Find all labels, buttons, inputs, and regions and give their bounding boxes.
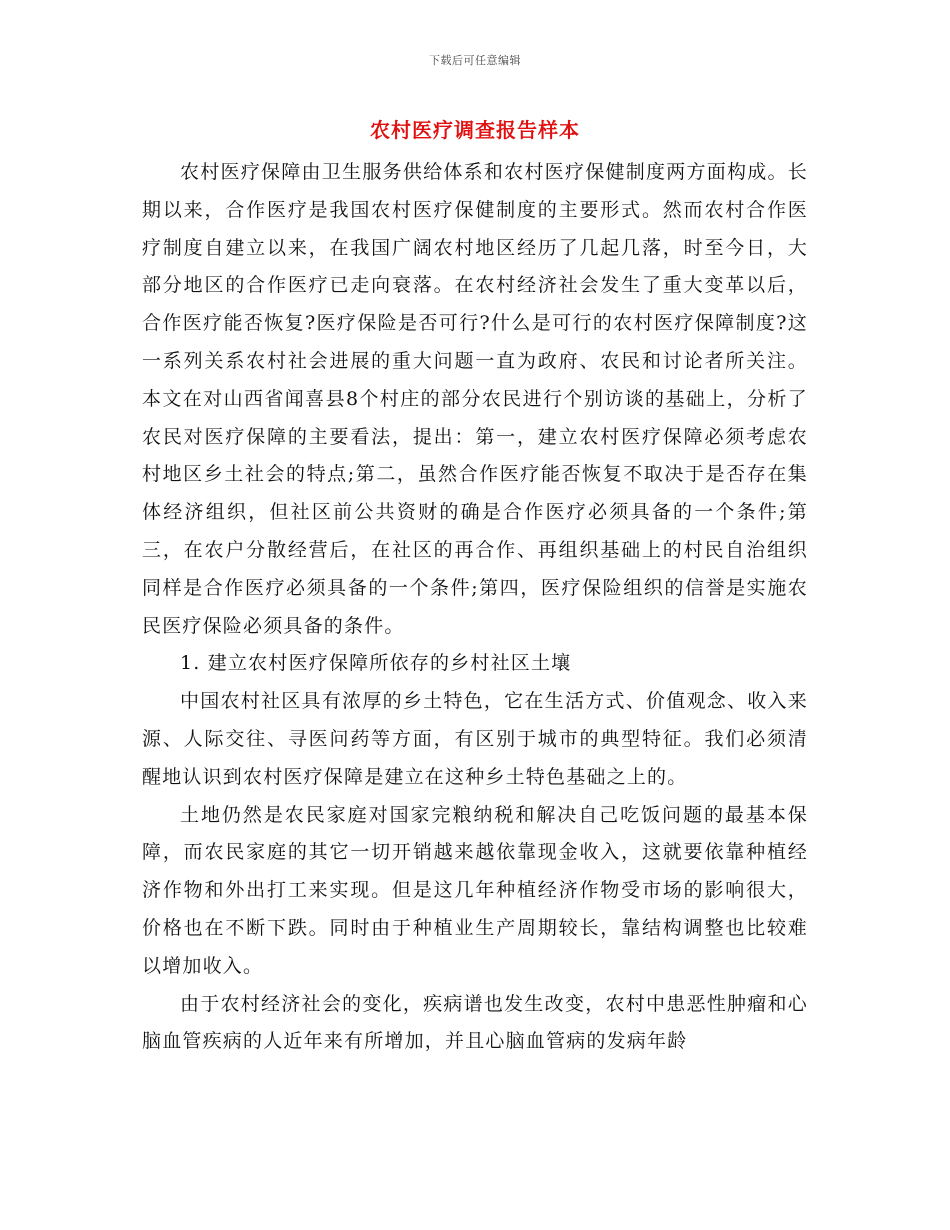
header-note: 下载后可任意编辑 [429, 54, 521, 67]
document-title: 农村医疗调查报告样本 [370, 118, 580, 142]
paragraph-land-income: 土地仍然是农民家庭对国家完粮纳税和解决自己吃饭问题的最基本保障，而农民家庭的其它一切开销越来越依靠现金收入，这就要依靠种植经济作物和外出打工来实现。但是这几年种植经济作物受市场的影响很大，价格也在不断下跌。同时由于种植业生产周期较长，靠结构调整也比较难以增加收入。 [142, 803, 808, 977]
paragraph-disease-spectrum: 由于农村经济社会的变化，疾病谱也发生改变，农村中患恶性肿瘤和心脑血管疾病的人近年来有所增加，并且心脑血管病的发病年龄 [142, 992, 808, 1053]
section-heading-1: 1. 建立农村医疗保障所依存的乡村社区土壤 [180, 652, 572, 675]
document-body [142, 154, 808, 1061]
paragraph-community-features: 中国农村社区具有浓厚的乡土特色，它在生活方式、价值观念、收入来源、人际交往、寻医问药等方面，有区别于城市的典型特征。我们必须清醒地认识到农村医疗保障是建立在这种乡土特色基础之上的。 [142, 690, 808, 788]
paragraph-intro: 农村医疗保障由卫生服务供给体系和农村医疗保健制度两方面构成。长期以来，合作医疗是我国农村医疗保健制度的主要形式。然而农村合作医疗制度自建立以来，在我国广阔农村地区经历了几起几落，时至今日，大部分地区的合作医疗已走向衰落。在农村经济社会发生了重大变革以后，合作医疗能否恢复?医疗保险是否可行?什么是可行的农村医疗保障制度?这一系列关系农村社会进展的重大问题一直为政府、农民和讨论者所关注。本文在对山西省闻喜县8个村庄的部分农民进行个别访谈的基础上，分析了农民对医疗保障的主要看法，提出：第一，建立农村医疗保障必须考虑农村地区乡土社会的特点;第二，虽然合作医疗能否恢复不取决于是否存在集体经济组织，但社区前公共资财的确是合作医疗必须具备的一个条件;第三，在农户分散经营后，在社区的再合作、再组织基础上的村民自治组织同样是合作医疗必须具备的一个条件;第四，医疗保险组织的信誉是实施农民医疗保险必须具备的条件。 [142, 161, 808, 637]
